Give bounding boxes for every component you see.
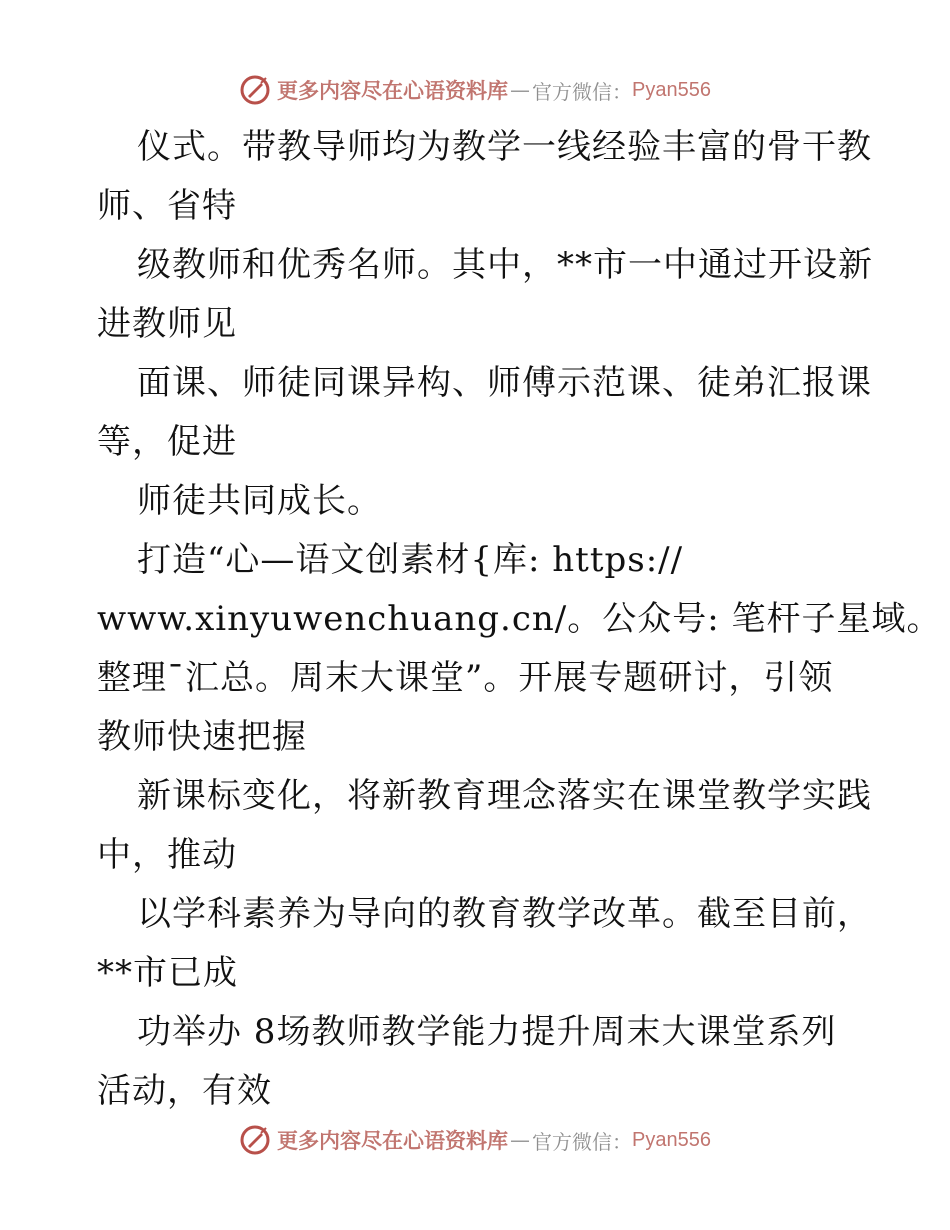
text-line: 以学科素养为导向的教育教学改革。截至目前， <box>137 894 872 934</box>
document-body <box>97 118 942 1121</box>
banner-wechat-id: Pyan556 <box>632 1128 711 1151</box>
header-banner <box>0 72 950 108</box>
text-line: 面课、师徒同课异构、师傅示范课、徒弟汇报课 <box>137 363 872 403</box>
banner-dash: — <box>510 1128 531 1152</box>
banner-main-text: 更多内容尽在心语资料库 <box>277 78 509 103</box>
quill-logo-icon <box>239 1124 271 1156</box>
text-line: 功举办 8场教师教学能力提升周末大课堂系列 <box>137 1012 837 1052</box>
footer-banner <box>0 1122 950 1158</box>
banner-wechat-label: 官方微信： <box>532 1129 633 1154</box>
quill-logo-icon <box>239 74 271 106</box>
banner-wechat-label: 官方微信： <box>532 79 633 104</box>
text-line: **市已成 <box>97 953 238 993</box>
text-line: 级教师和优秀名师。其中，**市一中通过开设新 <box>137 245 873 285</box>
text-line: 师徒共同成长。 <box>137 481 382 521</box>
text-line: 等，促进 <box>97 422 237 462</box>
text-line: 中，推动 <box>97 835 237 875</box>
text-line: 教师快速把握 <box>97 717 307 757</box>
text-line: 进教师见 <box>97 304 237 344</box>
banner-dash: — <box>510 78 531 102</box>
text-line: 新课标变化，将新教育理念落实在课堂教学实践 <box>137 776 872 816</box>
text-line: 师、省特 <box>97 186 237 226</box>
text-line: 整理¯汇总。周末大课堂”。开展专题研讨，引领 <box>97 658 834 698</box>
text-line: www.xinyuwenchuang.cn/。公众号: 笔杆子星域。 <box>97 599 942 639</box>
banner-wechat-id: Pyan556 <box>632 78 711 101</box>
banner-main-text: 更多内容尽在心语资料库 <box>277 1128 509 1153</box>
text-line: 仪式。带教导师均为教学一线经验丰富的骨干教 <box>137 127 872 167</box>
text-line: 活动，有效 <box>97 1071 272 1111</box>
text-line: 打造“心—语文创素材{库: https:// <box>137 540 684 580</box>
